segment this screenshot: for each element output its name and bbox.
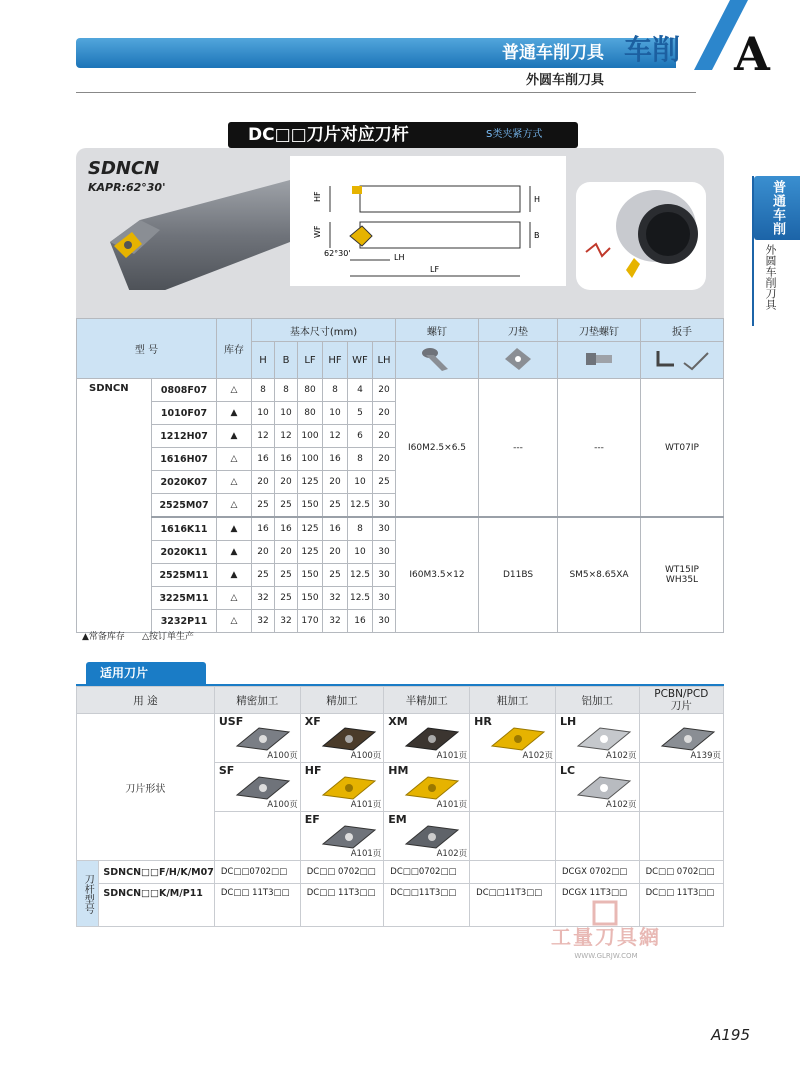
stock-cell: ▲ <box>217 541 252 564</box>
dim-cell-h: 25 <box>252 494 275 518</box>
holder1-semi: DC□□0702□□ <box>384 861 470 884</box>
header-subcategory: 外圆车削刀具 <box>525 73 604 88</box>
dim-cell-lh: 20 <box>373 425 396 448</box>
dim-cell-h: 10 <box>252 402 275 425</box>
insert-cell[interactable] <box>384 714 470 763</box>
insert-code: USF <box>218 715 244 728</box>
model-cell: 1616K11 <box>152 517 217 541</box>
insert-code: HF <box>304 764 322 777</box>
dim-h: H <box>534 195 541 204</box>
dim-cell-lf: 125 <box>298 541 323 564</box>
dim-cell-wf: 10 <box>348 541 373 564</box>
product-kapr: KAPR:62°30' <box>88 181 166 194</box>
insert-cell[interactable] <box>300 714 384 763</box>
dim-cell-hf: 20 <box>323 541 348 564</box>
dim-cell-lh: 30 <box>373 610 396 633</box>
holder-model-1: SDNCN□□F/H/K/M07 <box>99 861 214 884</box>
dim-cell-lh: 30 <box>373 494 396 518</box>
product-name: SDNCN <box>88 158 160 179</box>
dim-cell-lh: 20 <box>373 448 396 471</box>
dim-cell-h: 16 <box>252 517 275 541</box>
screw-icon <box>420 345 454 373</box>
dim-cell-hf: 10 <box>323 402 348 425</box>
dim-cell-h: 8 <box>252 379 275 402</box>
group2-screw: I60M3.5×12 <box>396 517 479 633</box>
tool-holder-image <box>100 170 290 290</box>
series-label: SDNCN <box>77 379 152 633</box>
holder1-precision: DC□□0702□□ <box>214 861 300 884</box>
insert-cell[interactable] <box>384 812 470 861</box>
dim-cell-h: 32 <box>252 587 275 610</box>
insert-cell-empty <box>214 812 300 861</box>
col-pcbn-line1: PCBN/PCD <box>654 688 709 700</box>
holder2-pcbn: DC□□ 11T3□□ <box>639 884 723 927</box>
col-stock: 库存 <box>217 319 252 379</box>
dim-cell-wf: 5 <box>348 402 373 425</box>
dim-cell-lf: 100 <box>298 448 323 471</box>
model-cell: 1212H07 <box>152 425 217 448</box>
insert-cell[interactable] <box>214 763 300 812</box>
dim-cell-lf: 80 <box>298 402 323 425</box>
dim-cell-wf: 8 <box>348 517 373 541</box>
group2-wrench <box>641 517 724 633</box>
dim-cell-hf: 32 <box>323 587 348 610</box>
holder2-semi: DC□□11T3□□ <box>384 884 470 927</box>
group1-shim-screw: --- <box>558 379 641 518</box>
page-number: A195 <box>711 1026 750 1044</box>
dim-cell-h: 16 <box>252 448 275 471</box>
insert-cell[interactable] <box>556 763 640 812</box>
dim-cell-h: 20 <box>252 541 275 564</box>
col-roughing: 粗加工 <box>470 687 556 714</box>
stock-cell: △ <box>217 448 252 471</box>
dim-cell-h: 20 <box>252 471 275 494</box>
insert-cell-empty <box>639 763 723 812</box>
side-tab[interactable]: 普通车削 <box>754 176 800 240</box>
dim-cell-lh: 30 <box>373 564 396 587</box>
col-aluminum: 铝加工 <box>556 687 640 714</box>
insert-cell[interactable] <box>556 714 640 763</box>
col-dim-h: H <box>252 342 275 379</box>
stock-cell: △ <box>217 379 252 402</box>
dim-cell-hf: 32 <box>323 610 348 633</box>
dim-cell-hf: 12 <box>323 425 348 448</box>
stock-cell: △ <box>217 494 252 518</box>
col-dims: 基本尺寸(mm) <box>252 319 396 342</box>
col-precision: 精密加工 <box>214 687 300 714</box>
dim-cell-b: 16 <box>275 448 298 471</box>
dim-cell-hf: 8 <box>323 379 348 402</box>
application-photo <box>576 182 706 290</box>
insert-page: A102页 <box>522 751 554 761</box>
group2-wrench-1: WT15IP <box>665 565 699 575</box>
holder1-finishing: DC□□ 0702□□ <box>300 861 384 884</box>
wrench-icon-cell <box>641 342 724 379</box>
insert-page: A100页 <box>350 751 382 761</box>
dim-cell-wf: 10 <box>348 471 373 494</box>
insert-page: A102页 <box>606 800 637 810</box>
col-dim-lh: LH <box>373 342 396 379</box>
col-dim-hf: HF <box>323 342 348 379</box>
insert-code: LC <box>560 764 576 777</box>
insert-page: A102页 <box>436 849 468 859</box>
dim-cell-h: 12 <box>252 425 275 448</box>
stock-cell: △ <box>217 610 252 633</box>
holder2-finishing: DC□□ 11T3□□ <box>300 884 384 927</box>
insert-cell[interactable] <box>384 763 470 812</box>
stock-cell: △ <box>217 471 252 494</box>
page-subtitle: S类夹紧方式 <box>486 129 543 140</box>
dim-cell-b: 10 <box>275 402 298 425</box>
model-cell: 1010F07 <box>152 402 217 425</box>
dim-cell-lf: 150 <box>298 494 323 518</box>
insert-cell[interactable] <box>214 714 300 763</box>
col-shim: 刀垫 <box>479 319 558 342</box>
model-cell: 2525M07 <box>152 494 217 518</box>
col-dim-lf: LF <box>298 342 323 379</box>
spec-row <box>77 517 724 541</box>
dim-cell-wf: 12.5 <box>348 587 373 610</box>
insert-cell[interactable] <box>300 763 384 812</box>
insert-code: XF <box>304 715 321 728</box>
shim-icon <box>501 345 535 373</box>
row-label-shape: 刀片形状 <box>77 714 215 861</box>
holder-label: 刀杆型号 <box>77 861 99 927</box>
side-tab-subtitle: 外圆车削刀具 <box>764 244 777 310</box>
screw-icon-cell <box>396 342 479 379</box>
holder2-roughing: DC□□11T3□□ <box>470 884 556 927</box>
col-pcbn-line2: 刀片 <box>670 700 692 712</box>
insert-page: A101页 <box>350 849 382 859</box>
dim-cell-wf: 16 <box>348 610 373 633</box>
insert-code: XM <box>388 715 408 728</box>
dim-cell-b: 20 <box>275 471 298 494</box>
model-cell: 3225M11 <box>152 587 217 610</box>
dim-cell-lf: 100 <box>298 425 323 448</box>
model-cell: 1616H07 <box>152 448 217 471</box>
holder1-pcbn: DC□□ 0702□□ <box>639 861 723 884</box>
holder-model-2: SDNCN□□K/M/P11 <box>99 884 214 927</box>
dim-hf: HF <box>313 191 322 202</box>
insert-cell[interactable] <box>300 812 384 861</box>
dim-cell-wf: 12.5 <box>348 494 373 518</box>
insert-cell[interactable] <box>639 714 723 763</box>
dim-cell-b: 12 <box>275 425 298 448</box>
insert-page: A100页 <box>267 800 298 810</box>
dim-cell-wf: 12.5 <box>348 564 373 587</box>
model-cell: 2525M11 <box>152 564 217 587</box>
col-finishing: 精加工 <box>300 687 384 714</box>
dim-cell-lh: 20 <box>373 379 396 402</box>
dim-cell-h: 32 <box>252 610 275 633</box>
group1-wrench: WT07IP <box>641 379 724 518</box>
holder1-aluminum: DCGX 0702□□ <box>556 861 640 884</box>
dim-cell-hf: 16 <box>323 517 348 541</box>
col-screw: 螺钉 <box>396 319 479 342</box>
insert-page: A100页 <box>267 751 298 761</box>
dim-cell-b: 16 <box>275 517 298 541</box>
model-cell: 3232P11 <box>152 610 217 633</box>
insert-cell-empty <box>470 763 556 812</box>
dim-cell-hf: 25 <box>323 494 348 518</box>
shim-screw-icon <box>582 345 616 373</box>
dim-cell-wf: 8 <box>348 448 373 471</box>
stock-cell: ▲ <box>217 425 252 448</box>
legend-order: △按订单生产 <box>142 632 195 642</box>
group1-shim: --- <box>479 379 558 518</box>
spec-row <box>77 379 724 402</box>
stock-cell: △ <box>217 587 252 610</box>
insert-table <box>76 686 724 927</box>
page-title: DC□□刀片对应刀杆 <box>248 125 409 145</box>
stock-cell: ▲ <box>217 402 252 425</box>
watermark-url: WWW.GLRJW.COM <box>574 952 638 960</box>
model-cell: 0808F07 <box>152 379 217 402</box>
dim-cell-lh: 30 <box>373 517 396 541</box>
holder2-precision: DC□□ 11T3□□ <box>214 884 300 927</box>
dim-cell-h: 25 <box>252 564 275 587</box>
dim-b: B <box>534 231 540 240</box>
dim-cell-b: 20 <box>275 541 298 564</box>
insert-section-tab[interactable]: 适用刀片 <box>86 662 206 684</box>
col-use: 用 途 <box>77 687 215 714</box>
insert-code: HM <box>388 764 409 777</box>
legend-stock: ▲常备库存 <box>82 632 125 642</box>
header-category: 普通车削刀具 <box>502 43 604 63</box>
group2-shim-screw: SM5×8.65XA <box>558 517 641 633</box>
dim-wf: WF <box>313 225 322 238</box>
dim-cell-lh: 30 <box>373 541 396 564</box>
dim-cell-lf: 80 <box>298 379 323 402</box>
watermark-text: 工量刀具網 <box>551 925 661 949</box>
stock-legend <box>82 630 382 644</box>
dim-lf: LF <box>430 265 440 274</box>
dim-cell-b: 25 <box>275 564 298 587</box>
group2-wrench-2: WH35L <box>665 575 699 585</box>
header-divider <box>76 92 696 93</box>
col-dim-b: B <box>275 342 298 379</box>
col-dim-wf: WF <box>348 342 373 379</box>
stock-cell: ▲ <box>217 517 252 541</box>
dim-cell-b: 8 <box>275 379 298 402</box>
dim-cell-lh: 30 <box>373 587 396 610</box>
insert-page: A101页 <box>436 751 468 761</box>
dim-cell-hf: 25 <box>323 564 348 587</box>
wrench-icon <box>652 345 712 373</box>
insert-code: SF <box>218 764 235 777</box>
insert-page: A101页 <box>436 800 468 810</box>
dim-cell-hf: 20 <box>323 471 348 494</box>
insert-code: HR <box>474 715 492 728</box>
group2-shim: D11BS <box>479 517 558 633</box>
group1-screw: I60M2.5×6.5 <box>396 379 479 518</box>
insert-page: A101页 <box>350 800 382 810</box>
dimension-drawing <box>290 156 566 286</box>
dim-cell-b: 32 <box>275 610 298 633</box>
insert-code: LH <box>560 715 577 728</box>
dim-cell-lf: 125 <box>298 517 323 541</box>
dim-cell-wf: 4 <box>348 379 373 402</box>
insert-cell[interactable] <box>470 714 556 763</box>
insert-page: A102页 <box>606 751 637 761</box>
dim-cell-hf: 16 <box>323 448 348 471</box>
stock-cell: ▲ <box>217 564 252 587</box>
col-semi-finishing: 半精加工 <box>384 687 470 714</box>
holder2-aluminum: DCGX 11T3□□ <box>556 884 640 927</box>
model-cell: 2020K11 <box>152 541 217 564</box>
dim-cell-wf: 6 <box>348 425 373 448</box>
dim-cell-lf: 125 <box>298 471 323 494</box>
holder1-roughing <box>470 861 556 884</box>
insert-cell-empty <box>470 812 556 861</box>
insert-cell-empty <box>556 812 640 861</box>
insert-code: EM <box>388 813 407 826</box>
col-shim-screw: 刀垫螺钉 <box>558 319 641 342</box>
shim-icon-cell <box>479 342 558 379</box>
dim-cell-lf: 150 <box>298 564 323 587</box>
insert-code: EF <box>304 813 320 826</box>
header-section: 车削 <box>623 33 680 66</box>
insert-cell-empty <box>639 812 723 861</box>
dim-cell-lh: 25 <box>373 471 396 494</box>
shim-screw-icon-cell <box>558 342 641 379</box>
col-wrench: 扳手 <box>641 319 724 342</box>
model-cell: 2020K07 <box>152 471 217 494</box>
header-section-letter: A <box>734 27 770 81</box>
dim-cell-b: 25 <box>275 587 298 610</box>
col-pcbn <box>639 687 723 714</box>
dim-lh: LH <box>394 253 405 262</box>
dim-cell-lh: 20 <box>373 402 396 425</box>
insert-page: A139页 <box>690 751 721 761</box>
dim-angle: 62°30' <box>324 249 351 258</box>
dim-cell-b: 25 <box>275 494 298 518</box>
col-model: 型 号 <box>77 319 217 379</box>
spec-table <box>76 318 724 633</box>
dim-cell-lf: 170 <box>298 610 323 633</box>
dim-cell-lf: 150 <box>298 587 323 610</box>
